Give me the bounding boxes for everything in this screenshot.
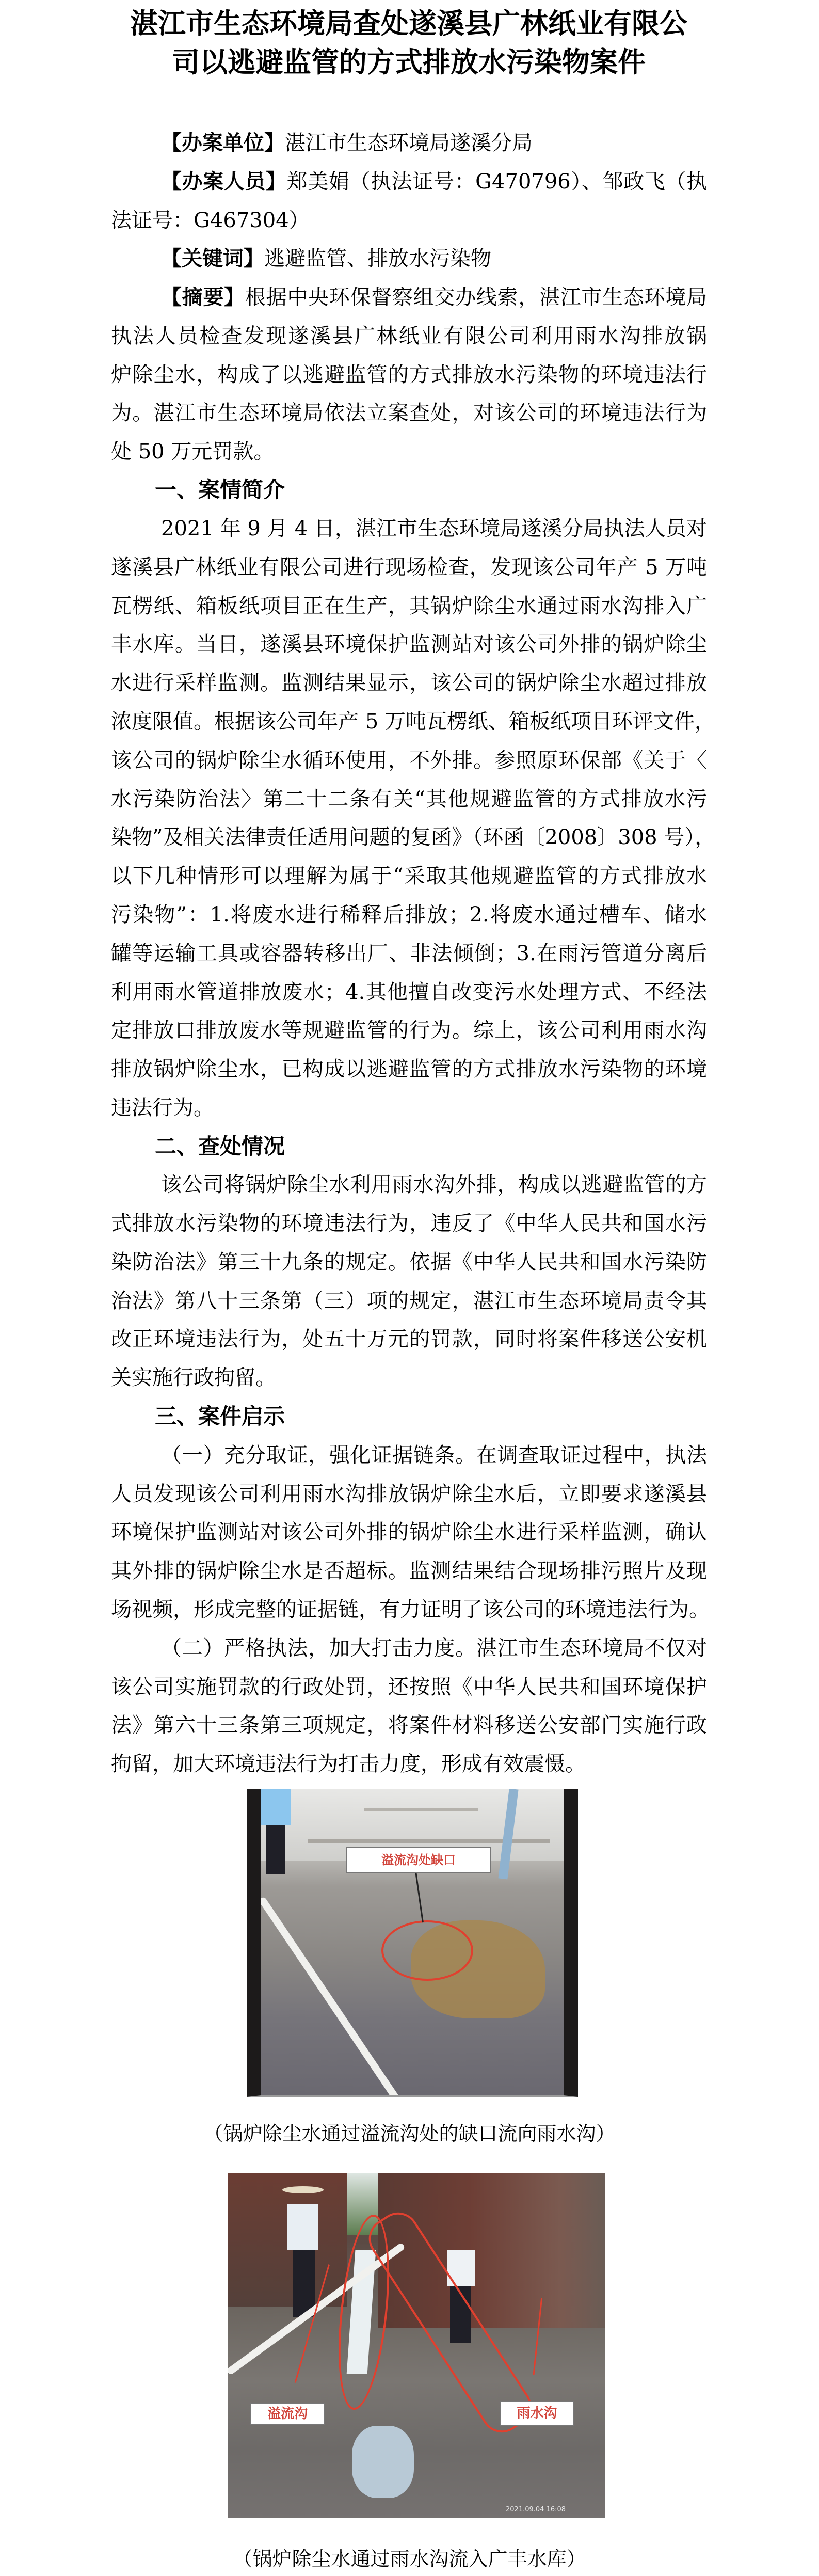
paragraph-line: 场视频，形成完整的证据链，有力证明了该公司的环境违法行为。 [111, 1598, 710, 1621]
paragraph-line: 该公司的锅炉除尘水循环使用，不外排。参照原环保部《关于〈 [111, 749, 707, 772]
evidence-photo-rainwater-ditch [228, 2173, 605, 2518]
section-heading-lessons: 三、案件启示 [155, 1404, 285, 1429]
paragraph-line: 关实施行政拘留。 [111, 1366, 276, 1390]
paragraph-line: 染防治法》第三十九条的规定。依据《中华人民共和国水污染防 [111, 1250, 707, 1274]
keywords-line [161, 244, 707, 273]
arrow-icon [415, 1871, 424, 1922]
case-staff-label: 【办案人员】 [161, 169, 287, 194]
case-unit-line [161, 129, 707, 157]
paragraph-line: 排放锅炉除尘水，已构成以逃避监管的方式排放水污染物的环境 [111, 1057, 707, 1081]
paragraph-line: 该公司将锅炉除尘水利用雨水沟外排，构成以逃避监管的方 [161, 1173, 707, 1197]
paragraph-line: 违法行为。 [111, 1096, 214, 1120]
figure-caption-1: （锅炉除尘水通过溢流沟处的缺口流向雨水沟） [203, 2122, 616, 2145]
abstract-label: 【摘要】 [161, 285, 245, 309]
paragraph-line: 利用雨水管道排放废水；4.其他擅自改变污水处理方式、不经法 [111, 980, 707, 1004]
photo-rail [364, 1808, 478, 1811]
photo-person-pants [266, 1825, 285, 1874]
paragraph-line: 遂溪县广林纸业有限公司进行现场检查，发现该公司年产 5 万吨 [111, 555, 707, 579]
evidence-photo-overflow-gap [247, 1789, 578, 2097]
case-unit-label: 【办案单位】 [161, 131, 285, 155]
paragraph-line: （一）充分取证，强化证据链条。在调查取证过程中，执法 [161, 1443, 707, 1467]
paragraph-line: 水进行采样监测。监测结果显示，该公司的锅炉除尘水超过排放 [111, 671, 707, 695]
case-staff-line [161, 167, 707, 196]
photo-rail [308, 1839, 550, 1843]
keywords-label: 【关键词】 [161, 246, 264, 271]
document-title-line-1: 湛江市生态环境局查处遂溪县广林纸业有限公 [130, 7, 687, 40]
paragraph-line: 瓦楞纸、箱板纸项目正在生产，其锅炉除尘水通过雨水沟排入广 [111, 594, 707, 618]
figure-caption-2: （锅炉除尘水通过雨水沟流入广丰水库） [233, 2548, 586, 2570]
abstract-line: 执法人员检查发现遂溪县广林纸业有限公司利用雨水沟排放锅 [111, 324, 707, 348]
paragraph-line: 该公司实施罚款的行政处罚，还按照《中华人民共和国环境保护 [111, 1675, 707, 1699]
paragraph-line: 定排放口排放废水等规避监管的行为。综上，该公司利用雨水沟 [111, 1019, 707, 1042]
paragraph-line: 式排放水污染物的环境违法行为，违反了《中华人民共和国水污 [111, 1212, 707, 1235]
document-title-line-2: 司以逃避监管的方式排放水污染物案件 [172, 46, 646, 78]
abstract-line [161, 283, 707, 312]
section-heading-case-summary: 一、案情简介 [155, 477, 285, 502]
highlight-ellipse [381, 1920, 473, 1981]
section-heading-handling: 二、查处情况 [155, 1134, 285, 1159]
photo-straw-hat [282, 2186, 324, 2193]
annotation-label-overflow-ditch: 溢流沟 [250, 2403, 325, 2425]
paragraph-line: 罐等运输工具或容器转移出厂、非法倾倒；3.在雨污管道分离后 [111, 942, 707, 965]
photo-puddle [352, 2426, 414, 2498]
paragraph-line: 水污染防治法〉第二十二条有关“其他规避监管的方式排放水污 [111, 787, 707, 811]
paragraph-line: 环境保护监测站对该公司外排的锅炉除尘水进行采样监测，确认 [111, 1520, 707, 1544]
paragraph-line: 其外排的锅炉除尘水是否超标。监测结果结合现场排污照片及现 [111, 1559, 707, 1583]
abstract-line: 处 50 万元罚款。 [111, 440, 275, 464]
keywords-value: 逃避监管、排放水污染物 [264, 247, 491, 271]
photo-timestamp: 2021.09.04 16:08 [506, 2506, 566, 2514]
abstract-line: 炉除尘水，构成了以逃避监管的方式排放水污染物的环境违法行 [111, 363, 707, 387]
paragraph-line: 法》第六十三条第三项规定，将案件材料移送公安部门实施行政 [111, 1713, 707, 1737]
photo-person-shirt [261, 1789, 291, 1825]
paragraph-line: 人员发现该公司利用雨水沟排放锅炉除尘水后，立即要求遂溪县 [111, 1482, 707, 1506]
paragraph-line: 染物”及相关法律责任适用问题的复函》（环函〔2008〕308 号）， [111, 825, 716, 849]
paragraph-line: 以下几种情形可以理解为属于“采取其他规避监管的方式排放水 [111, 864, 707, 888]
annotation-label-rainwater-ditch: 雨水沟 [500, 2401, 574, 2426]
paragraph-line: 改正环境违法行为，处五十万元的罚款，同时将案件移送公安机 [111, 1327, 707, 1351]
paragraph-line: 丰水库。当日，遂溪县环境保护监测站对该公司外排的锅炉除尘 [111, 632, 707, 656]
case-unit-value: 湛江市生态环境局遂溪分局 [285, 131, 533, 155]
case-staff-value: 郑美娟（执法证号：G470796）、邹政飞（执 [286, 170, 707, 194]
paragraph-line: 2021 年 9 月 4 日，湛江市生态环境局遂溪分局执法人员对 [161, 517, 707, 540]
abstract-line: 为。湛江市生态环境局依法立案查处，对该公司的环境违法行为 [111, 401, 707, 425]
paragraph-line: 污染物”：1.将废水进行稀释后排放；2.将废水通过槽车、储水 [111, 903, 707, 927]
paragraph-line: 浓度限值。根据该公司年产 5 万吨瓦楞纸、箱板纸项目环评文件， [111, 710, 715, 734]
case-staff-line-cont: 法证号：G467304） [111, 209, 310, 232]
abstract-text: 根据中央环保督察组交办线索，湛江市生态环境局 [245, 285, 708, 309]
paragraph-line: 拘留，加大环境违法行为打击力度，形成有效震慑。 [111, 1752, 586, 1776]
photo-person-shirt [287, 2204, 318, 2250]
annotation-label: 溢流沟处缺口 [346, 1847, 491, 1873]
paragraph-line: 治法》第八十三条第（三）项的规定，湛江市生态环境局责令其 [111, 1289, 707, 1313]
paragraph-line: （二）严格执法，加大打击力度。湛江市生态环境局不仅对 [161, 1636, 707, 1660]
